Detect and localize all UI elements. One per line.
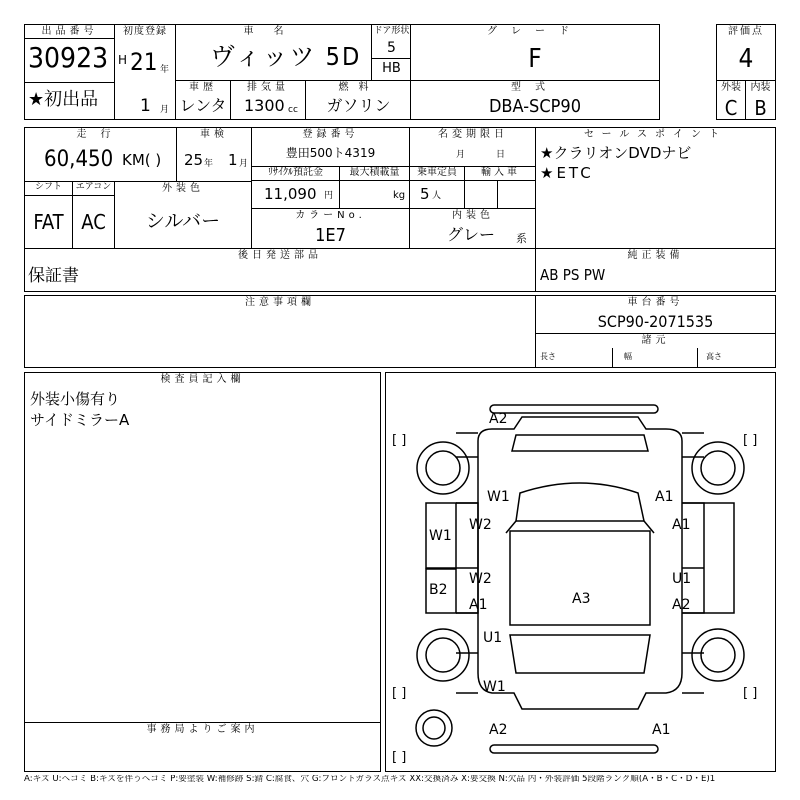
specs-length-label: 長さ	[540, 352, 556, 361]
sales-points-header: セールスポイント	[536, 128, 775, 142]
score-value: 4	[738, 44, 754, 74]
exterior-score: C	[724, 96, 738, 120]
damage-mark-left-rear-fender-b: W1	[483, 679, 506, 695]
car-name: ヴィッツ 5D	[210, 42, 362, 71]
damage-mark-rear-bumper-left: A2	[489, 722, 508, 738]
specs-header: 諸元	[536, 334, 775, 348]
car-name-header: 車名	[176, 25, 371, 39]
damage-mark-roof: A3	[572, 591, 591, 607]
first-listing-badge: ★初出品	[28, 89, 99, 110]
sales-point-item: ★クラリオンDVDナビ	[540, 144, 692, 162]
damage-mark-left-front-door-a: W1	[429, 528, 452, 544]
damage-mark-right-front-door: A1	[672, 517, 691, 533]
specs-width-label: 幅	[624, 352, 632, 361]
damage-mark-left-rear-door-b1: W2	[469, 571, 492, 587]
capacity-value: 5	[420, 185, 430, 203]
color-no-value: 1E7	[315, 225, 346, 246]
diagram-bracket: [ ]	[392, 750, 407, 765]
history-header: 車歴	[176, 81, 230, 95]
displacement-unit: cc	[288, 105, 298, 115]
exterior-color-value: シルバー	[145, 210, 221, 232]
sales-point-item: ★ETC	[540, 164, 594, 182]
name-change-day-unit: 日	[496, 150, 506, 160]
score-header: 評価点	[717, 25, 775, 39]
color-no-header: カラーNo.	[252, 209, 409, 223]
lot-header: 出品番号	[25, 25, 114, 39]
later-parts-value: 保証書	[28, 266, 79, 286]
damage-mark-right-rear-door-b: A2	[672, 597, 691, 613]
mileage-value: 60,450	[44, 147, 114, 172]
damage-mark-front-left-fender: W1	[487, 489, 510, 505]
interior-color-suffix: 系	[516, 232, 527, 245]
model-header: 型式	[411, 81, 659, 95]
registration-header: 登録番号	[252, 128, 409, 142]
max-load-label: 最大積載量	[349, 167, 400, 178]
shift-value: FAT	[33, 210, 64, 234]
diagram-bracket: [ ]	[743, 686, 758, 701]
shift-header: シフト	[34, 182, 62, 192]
interior-score-header: 内装	[746, 81, 775, 95]
name-change-month-unit: 月	[456, 150, 466, 160]
door-header: ドア形状	[372, 25, 411, 39]
interior-score: B	[754, 96, 767, 120]
door-type: HB	[382, 61, 401, 76]
door-count: 5	[387, 40, 396, 56]
damage-mark-left-rear-door-a: B2	[429, 582, 448, 598]
damage-mark-right-rear-door-a: U1	[672, 571, 692, 587]
damage-mark-front-bumper: A2	[489, 411, 508, 427]
chassis-value: SCP90-2071535	[597, 312, 714, 331]
displacement-value: 1300	[244, 96, 285, 115]
legend-footer: A:キズ U:ヘコミ B:キズを伴うヘコミ P:要塗装 W:補修跡 S:錆 C:腐食、穴 G:フロントガラス点キズ XX:交換済み X:要交換 N:欠品 内・外装評価 5段階ランク順(A・B・C・D・E)1	[24, 775, 716, 784]
capacity-unit: 人	[432, 191, 442, 201]
exterior-color-header: 外装色	[115, 182, 251, 196]
later-parts-header: 後日発送部品	[25, 249, 535, 263]
grade-header: グレード	[411, 25, 659, 39]
exterior-score-header: 外装	[717, 81, 745, 95]
equipment-value: AB PS PW	[540, 266, 606, 284]
damage-mark-front-right-fender: A1	[655, 489, 674, 505]
inspector-header: 検査員記入欄	[25, 373, 380, 387]
damage-mark-left-front-door-b: W2	[469, 517, 492, 533]
ac-value: AC	[81, 210, 106, 234]
ac-header: エアコン	[75, 182, 112, 192]
interior-color-value: グレー	[447, 225, 496, 244]
history-value: レンタ	[179, 96, 227, 115]
notes-header: 注意事項欄	[25, 296, 535, 310]
chassis-header: 車台番号	[536, 296, 775, 310]
damage-mark-left-rear-door-b2: A1	[469, 597, 488, 613]
inspector-note: 外装小傷有り	[30, 390, 121, 408]
first-reg-month-unit: 月	[160, 105, 170, 115]
model-value: DBA-SCP90	[488, 96, 582, 117]
lot-number: 30923	[28, 41, 109, 74]
diagram-bracket: [ ]	[392, 686, 407, 701]
damage-mark-rear-bumper-right: A1	[652, 722, 671, 738]
capacity-header: 乗車定員	[417, 167, 457, 178]
equipment-header: 純正装備	[536, 249, 775, 263]
mileage-header: 走行	[25, 128, 176, 142]
diagram-bracket: [ ]	[743, 433, 758, 448]
diagram-bracket: [ ]	[392, 433, 407, 448]
specs-height-label: 高さ	[706, 352, 722, 361]
recycle-label: ﾘｻｲｸﾙ預託金	[268, 167, 323, 178]
fuel-value: ガソリン	[326, 96, 391, 115]
first-reg-month: 1	[140, 96, 151, 116]
max-load-unit: kg	[393, 190, 406, 201]
inspection-header: 車検	[177, 128, 251, 142]
registration-plate: 豊田500ト4319	[285, 146, 376, 160]
displacement-header: 排気量	[231, 81, 305, 95]
import-header: 輸入車	[481, 167, 520, 178]
damage-diagram	[385, 372, 776, 772]
office-header: 事務局よりご案内	[25, 723, 380, 737]
name-change-header: 名変期限日	[410, 128, 536, 142]
inspector-note: サイドミラーA	[30, 411, 130, 429]
first-reg-era: H	[118, 53, 128, 67]
recycle-value: 11,090	[264, 185, 317, 203]
recycle-unit: 円	[324, 191, 334, 201]
damage-mark-left-rear-fender-a: U1	[483, 630, 503, 646]
grade-value: F	[528, 44, 542, 74]
first-reg-year-unit: 年	[160, 65, 170, 75]
first-reg-header: 初度登録	[115, 25, 175, 39]
mileage-unit: KM( )	[122, 151, 162, 169]
first-reg-year: 21	[130, 48, 158, 76]
interior-color-header: 内装色	[410, 209, 536, 223]
fuel-header: 燃料	[306, 81, 411, 95]
inspection-month: 1	[228, 151, 238, 169]
car-outline	[386, 373, 775, 771]
inspection-month-unit: 月	[239, 159, 249, 169]
inspection-year-unit: 年	[204, 159, 214, 169]
inspection-year: 25	[184, 151, 204, 169]
